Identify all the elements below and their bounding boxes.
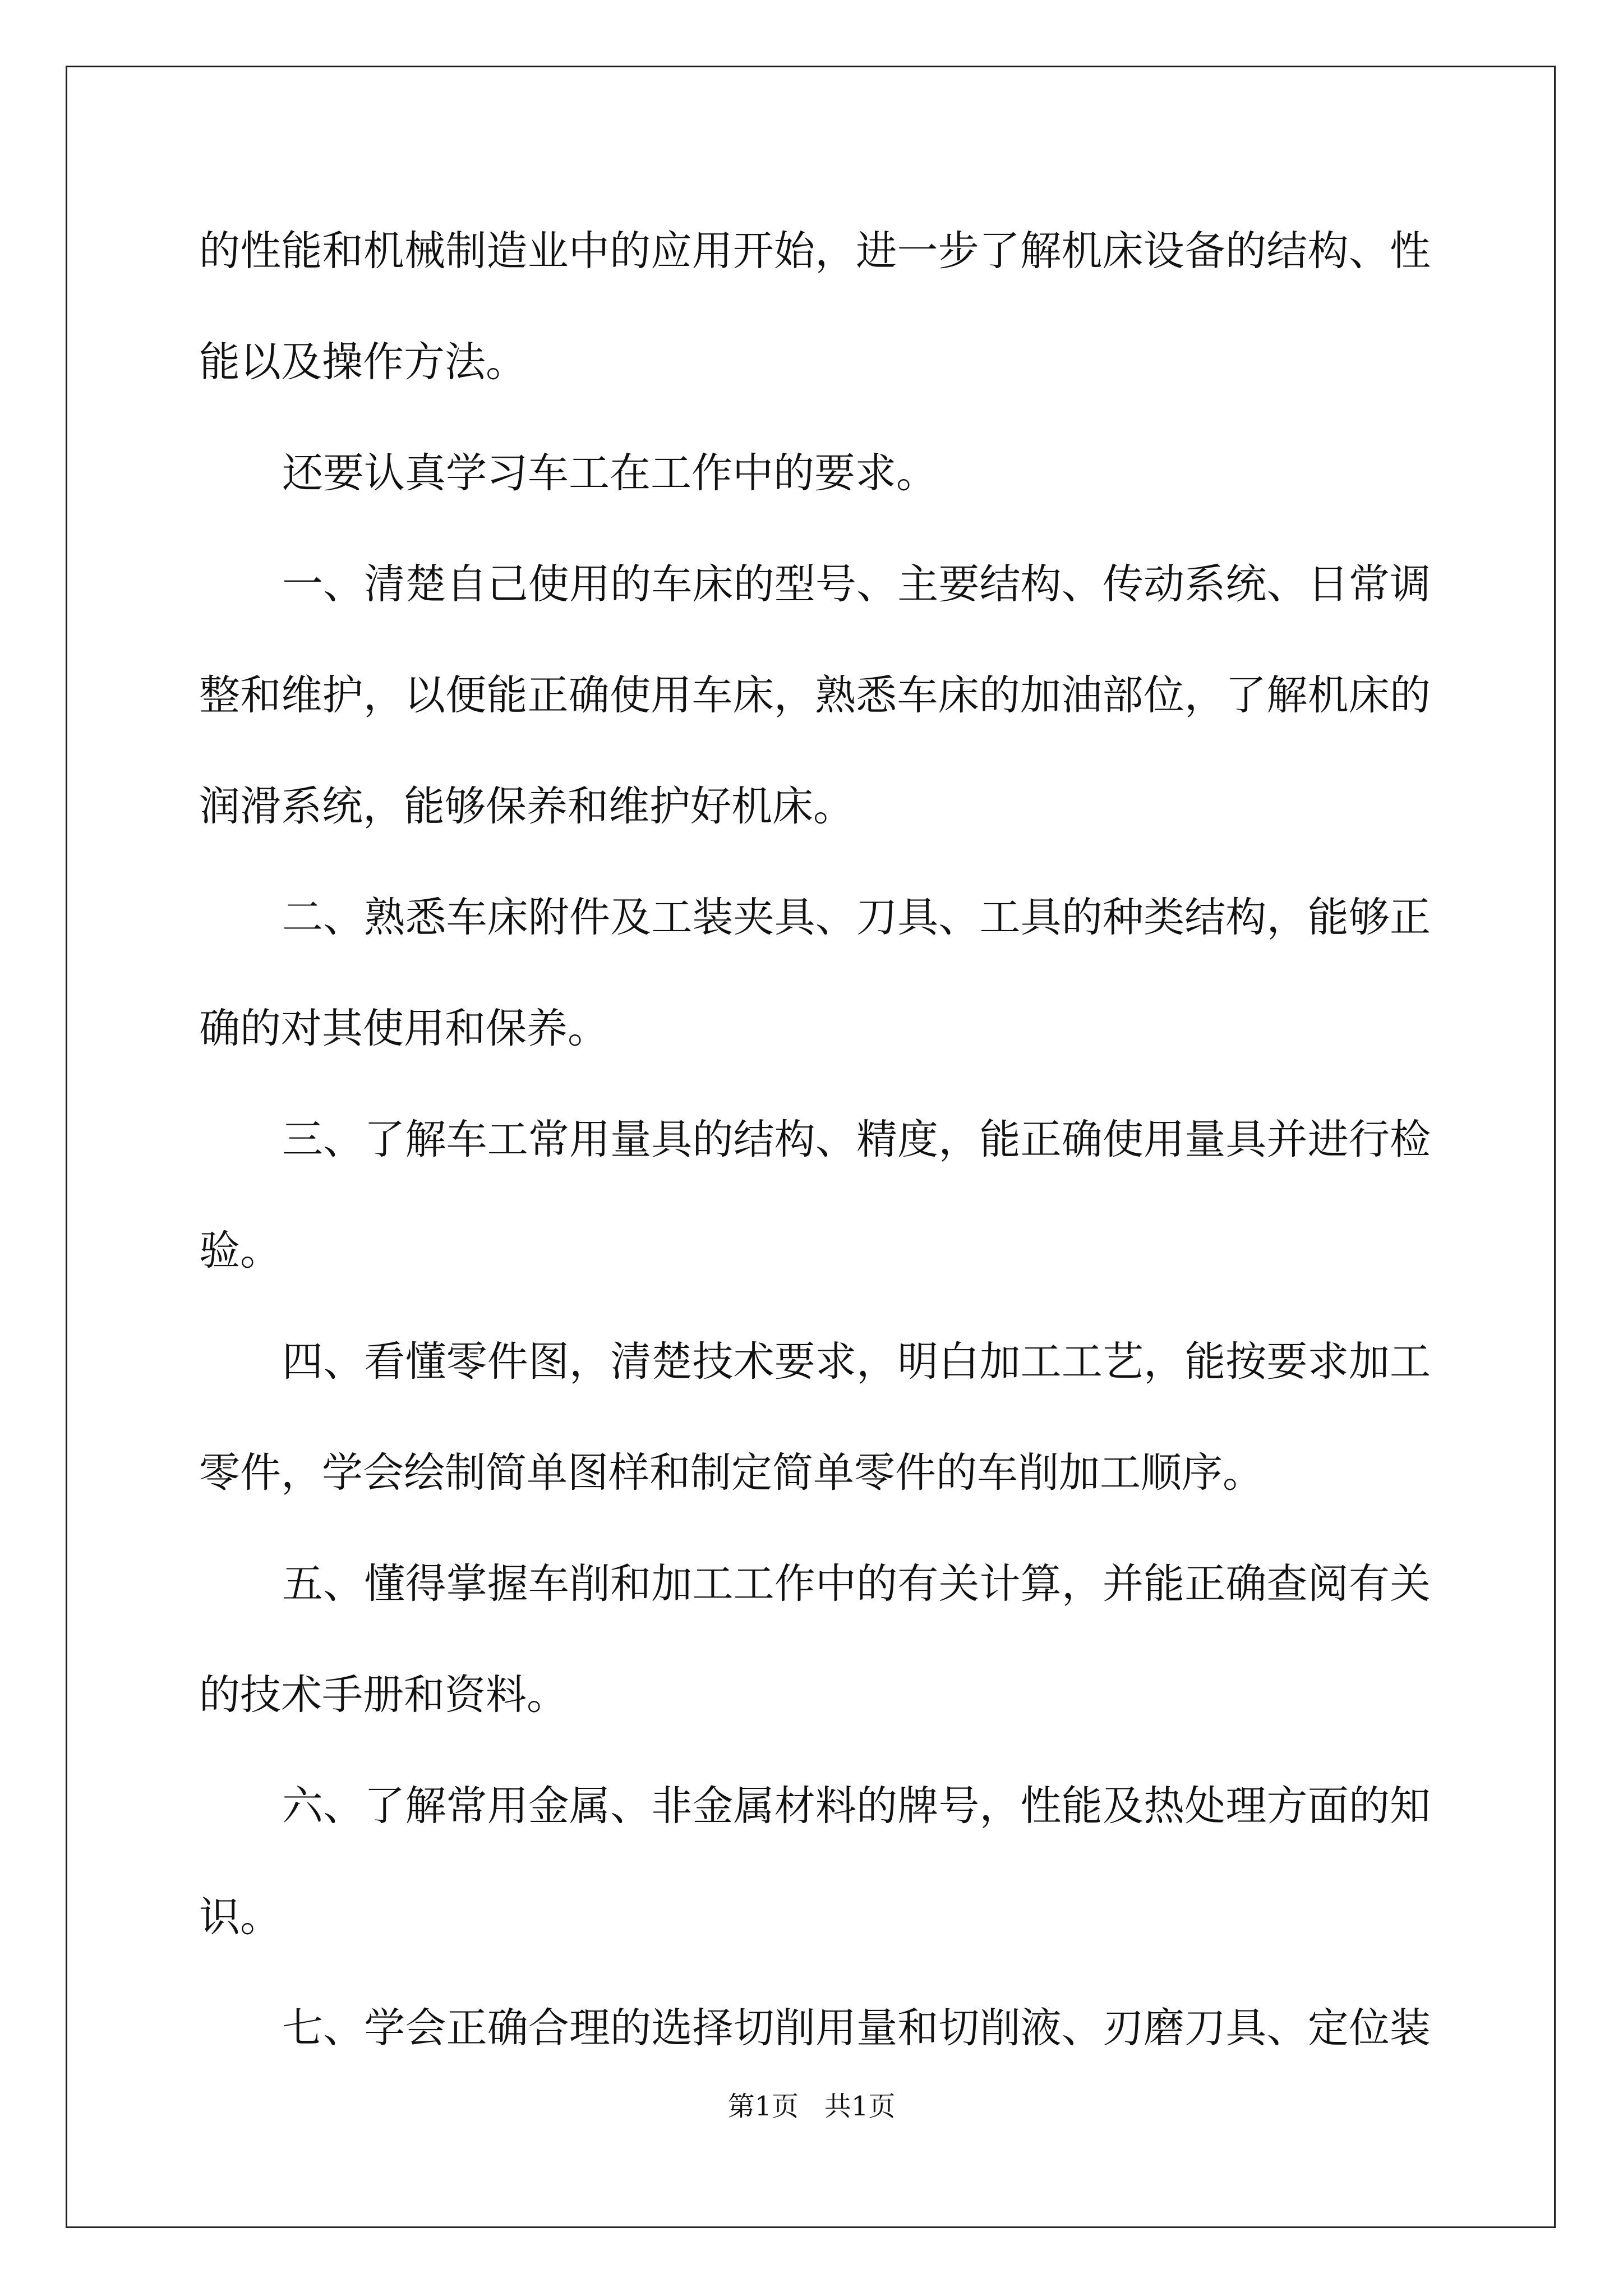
paragraph-line: 能以及操作方法。: [199, 338, 527, 386]
document-body: [199, 220, 1431, 2108]
paragraph-line: 二、熟悉车床附件及工装夹具、刀具、工具的种类结构，能够正: [282, 894, 1431, 941]
paragraph-line: 的性能和机械制造业中的应用开始，进一步了解机床设备的结构、性: [199, 227, 1431, 275]
paragraph-line: 的技术手册和资料。: [199, 1671, 568, 1719]
paragraph-line: 识。: [199, 1893, 281, 1941]
paragraph-line: 三、了解车工常用量具的结构、精度，能正确使用量具并进行检: [282, 1116, 1431, 1163]
paragraph-line: 整和维护，以便能正确使用车床，熟悉车床的加油部位，了解机床的: [199, 671, 1431, 719]
paragraph-line: 润滑系统，能够保养和维护好机床。: [199, 783, 854, 830]
paragraph-line: 四、看懂零件图，清楚技术要求，明白加工工艺，能按要求加工: [282, 1338, 1431, 1386]
page-total: 共1页: [824, 2091, 896, 2122]
paragraph-line: 五、懂得掌握车削和加工工作中的有关计算，并能正确查阅有关: [282, 1560, 1431, 1608]
paragraph-line: 七、学会正确合理的选择切削用量和切削液、刃磨刀具、定位装: [282, 2004, 1431, 2052]
paragraph-line: 一、清楚自己使用的车床的型号、主要结构、传动系统、日常调: [282, 560, 1431, 608]
paragraph-line: 确的对其使用和保养。: [199, 1005, 608, 1052]
page-footer: [0, 2090, 1623, 2123]
page-number: 第1页: [727, 2091, 799, 2122]
paragraph-line: 六、了解常用金属、非金属材料的牌号，性能及热处理方面的知: [282, 1782, 1431, 1830]
paragraph-line: 零件，学会绘制简单图样和制定简单零件的车削加工顺序。: [199, 1449, 1264, 1497]
paragraph-line: 还要认真学习车工在工作中的要求。: [282, 449, 937, 497]
paragraph-line: 验。: [199, 1227, 281, 1274]
